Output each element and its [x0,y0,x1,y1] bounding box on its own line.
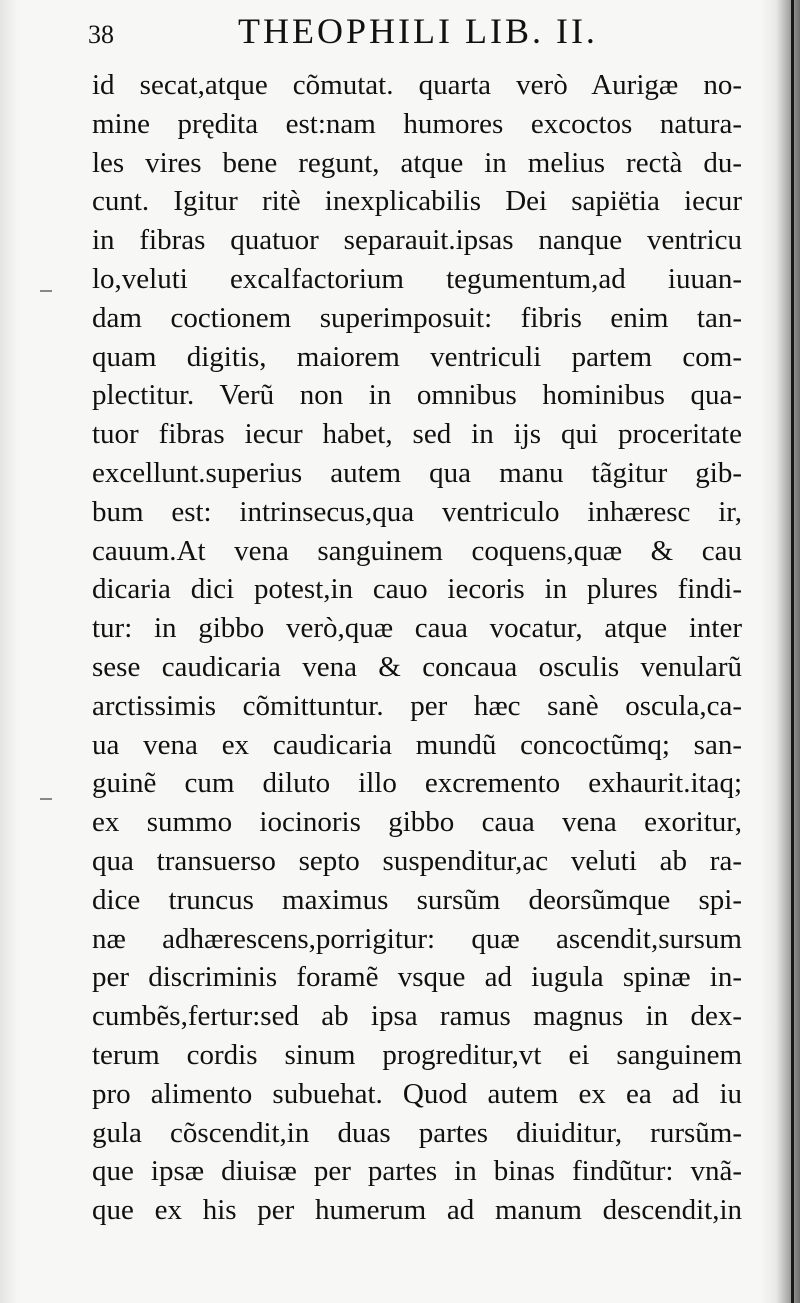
text-line: bum est: intrinsecus,qua ventriculo inhæresc ir, [92,495,742,528]
text-line: cauum.At vena sanguinem coquens,quæ & cau [92,534,742,567]
body-text [92,66,742,1230]
page-edge [791,0,794,1303]
text-line: næ adhærescens,porrigitur: quæ ascendit,sursum [92,922,742,955]
page-gutter-shadow [760,0,800,1303]
text-line: mine prędita est:nam humores excoctos natura- [92,107,742,140]
page-number: 38 [88,20,114,49]
text-line: cunt. Igitur ritè inexplicabilis Dei sapiëtia iecur [92,185,742,218]
text-line: arctissimis cõmittuntur. per hæc sanè oscula,ca- [92,689,742,722]
text-line: dice truncus maximus sursũm deorsũmque spi- [92,883,742,916]
margin-mark [40,290,52,292]
text-line: cumbẽs,fertur:sed ab ipsa ramus magnus in dex- [92,1000,742,1033]
text-line: ua vena ex caudicaria mundũ concoctũmq; san- [92,728,742,761]
margin-mark [40,798,52,800]
text-line: id secat,atque cõmutat. quarta verò Aurigæ no- [92,69,742,101]
text-line: excellunt.superius autem qua manu tãgitur gib- [92,456,742,489]
text-line: gula cõscendit,in duas partes diuiditur, rursũm- [92,1116,742,1149]
text-line: pro alimento subuehat. Quod autem ex ea ad iu [92,1077,742,1110]
text-line: ex summo iocinoris gibbo caua vena exoritur, [92,806,742,839]
text-line: plectitur. Verũ non in omnibus hominibus qua- [92,379,742,412]
text-line: quam digitis, maiorem ventriculi partem com- [92,340,742,373]
text-line: per discriminis foramẽ vsque ad iugula spinæ in- [92,961,742,994]
text-line: dam coctionem superimposuit: fibris enim tan- [92,301,742,334]
text-line: tur: in gibbo verò,quæ caua vocatur, atque inter [92,612,742,645]
running-head [88,10,738,58]
text-line: guinẽ cum diluto illo excremento exhaurit.itaq; [92,767,742,800]
text-line: sese caudicaria vena & concaua osculis venularũ [92,650,742,683]
text-line: dicaria dici potest,in cauo iecoris in plures findi- [92,573,742,606]
text-line: in fibras quatuor separauit.ipsas nanque ventricu [92,224,742,257]
text-line: que ipsæ diuisæ per partes in binas findũtur: vnã- [92,1155,742,1188]
text-line: terum cordis sinum progreditur,vt ei sanguinem [92,1038,742,1071]
page-left-shadow [0,0,18,1303]
running-title: THEOPHILI LIB. II. [238,11,598,51]
text-line: qua transuerso septo suspenditur,ac veluti ab ra- [92,844,742,877]
text-line: que ex his per humerum ad manum descendit,in [92,1194,742,1227]
text-line: tuor fibras iecur habet, sed in ijs qui proceritate [92,418,742,451]
text-line: les vires bene regunt, atque in melius rectà du- [92,146,742,179]
text-line: lo,veluti excalfactorium tegumentum,ad iuuan- [92,262,742,295]
